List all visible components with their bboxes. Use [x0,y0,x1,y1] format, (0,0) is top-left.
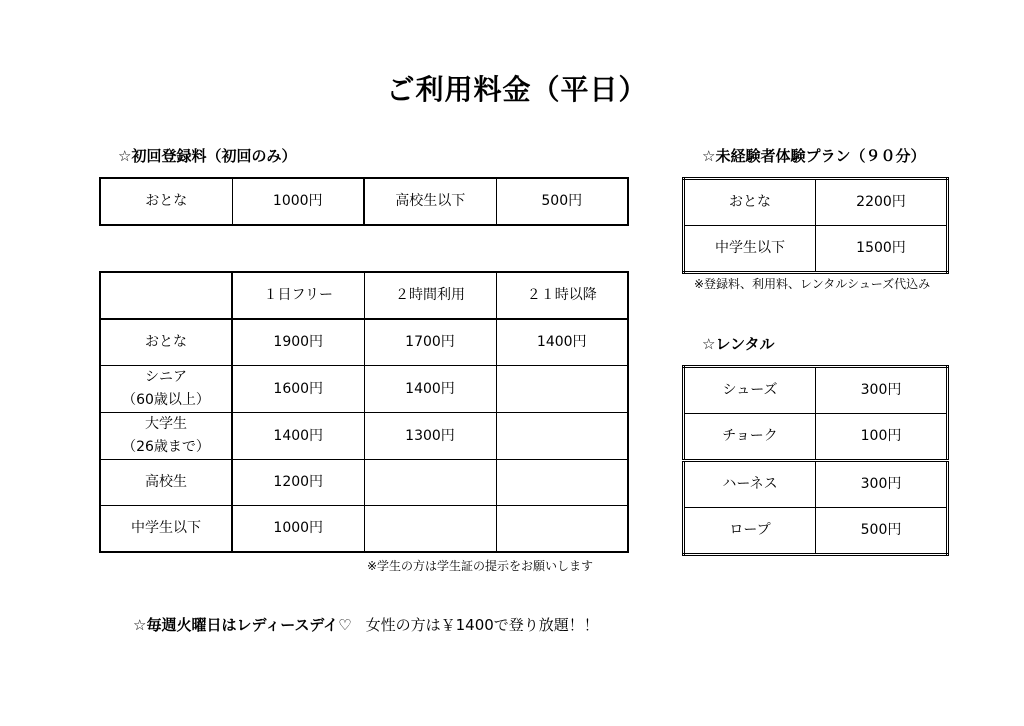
price-cell: 1200円 [232,460,364,506]
price-table-header [100,272,628,319]
price-cell [496,506,628,553]
ladies-day-heading: ☆毎週火曜日はレディースデイ♡ [133,616,352,634]
price-cell [364,506,496,553]
rental-table [682,365,949,556]
price-cell [496,460,628,506]
rental-price: 300円 [816,367,948,414]
row-label [100,366,232,413]
table-row [100,366,628,413]
table-row [684,367,948,414]
price-cell: 1000円 [232,506,364,553]
rental-heading: ☆レンタル [702,335,775,353]
rental-price: 300円 [816,461,948,508]
table-row [100,506,628,553]
rental-label: ハーネス [684,461,816,508]
trial-label: おとな [684,179,816,226]
price-cell [496,366,628,413]
table-row [684,461,948,508]
ladies-day-notice [133,614,599,635]
row-label-main: シニア [145,369,187,385]
student-id-note: ※学生の方は学生証の提示をお願いします [367,559,594,573]
registration-table [99,177,629,226]
table-row [684,414,948,461]
header-two-hours: ２時間利用 [364,272,496,319]
price-cell: 1400円 [496,319,628,366]
price-cell: 1400円 [232,413,364,460]
price-cell: 1700円 [364,319,496,366]
ladies-day-text: 女性の方は￥1400で登り放題！！ [365,616,599,634]
price-cell [496,413,628,460]
row-label: おとな [100,319,232,366]
registration-heading: ☆初回登録料（初回のみ） [118,147,297,165]
price-cell [364,460,496,506]
row-label: 高校生 [100,460,232,506]
trial-price: 1500円 [816,226,948,273]
registration-label-highschool: 高校生以下 [364,178,496,225]
rental-price: 500円 [816,508,948,555]
registration-row [100,178,628,225]
table-row [684,226,948,273]
trial-price: 2200円 [816,179,948,226]
trial-label: 中学生以下 [684,226,816,273]
row-label: 中学生以下 [100,506,232,553]
header-day-free: １日フリー [232,272,364,319]
rental-label: シューズ [684,367,816,414]
registration-label-adult: おとな [100,178,232,225]
table-row [100,319,628,366]
row-label-sub: （26歳まで） [122,439,210,455]
registration-price-adult: 1000円 [232,178,364,225]
rental-label: ロープ [684,508,816,555]
price-cell: 1600円 [232,366,364,413]
table-row [100,413,628,460]
page-title: ご利用料金（平日） [386,73,648,106]
header-after-21: ２１時以降 [496,272,628,319]
price-table [99,271,629,553]
row-label-sub: （60歳以上） [122,392,210,408]
header-corner [100,272,232,319]
price-cell: 1300円 [364,413,496,460]
rental-label: チョーク [684,414,816,461]
trial-note: ※登録料、利用料、レンタルシューズ代込み [694,277,931,291]
registration-price-highschool: 500円 [496,178,628,225]
table-row [100,460,628,506]
table-row [684,508,948,555]
trial-table [682,177,949,274]
rental-price: 100円 [816,414,948,461]
row-label [100,413,232,460]
price-cell: 1900円 [232,319,364,366]
trial-heading: ☆未経験者体験プラン（９０分） [702,147,926,165]
price-cell: 1400円 [364,366,496,413]
table-row [684,179,948,226]
row-label-main: 大学生 [145,416,187,432]
